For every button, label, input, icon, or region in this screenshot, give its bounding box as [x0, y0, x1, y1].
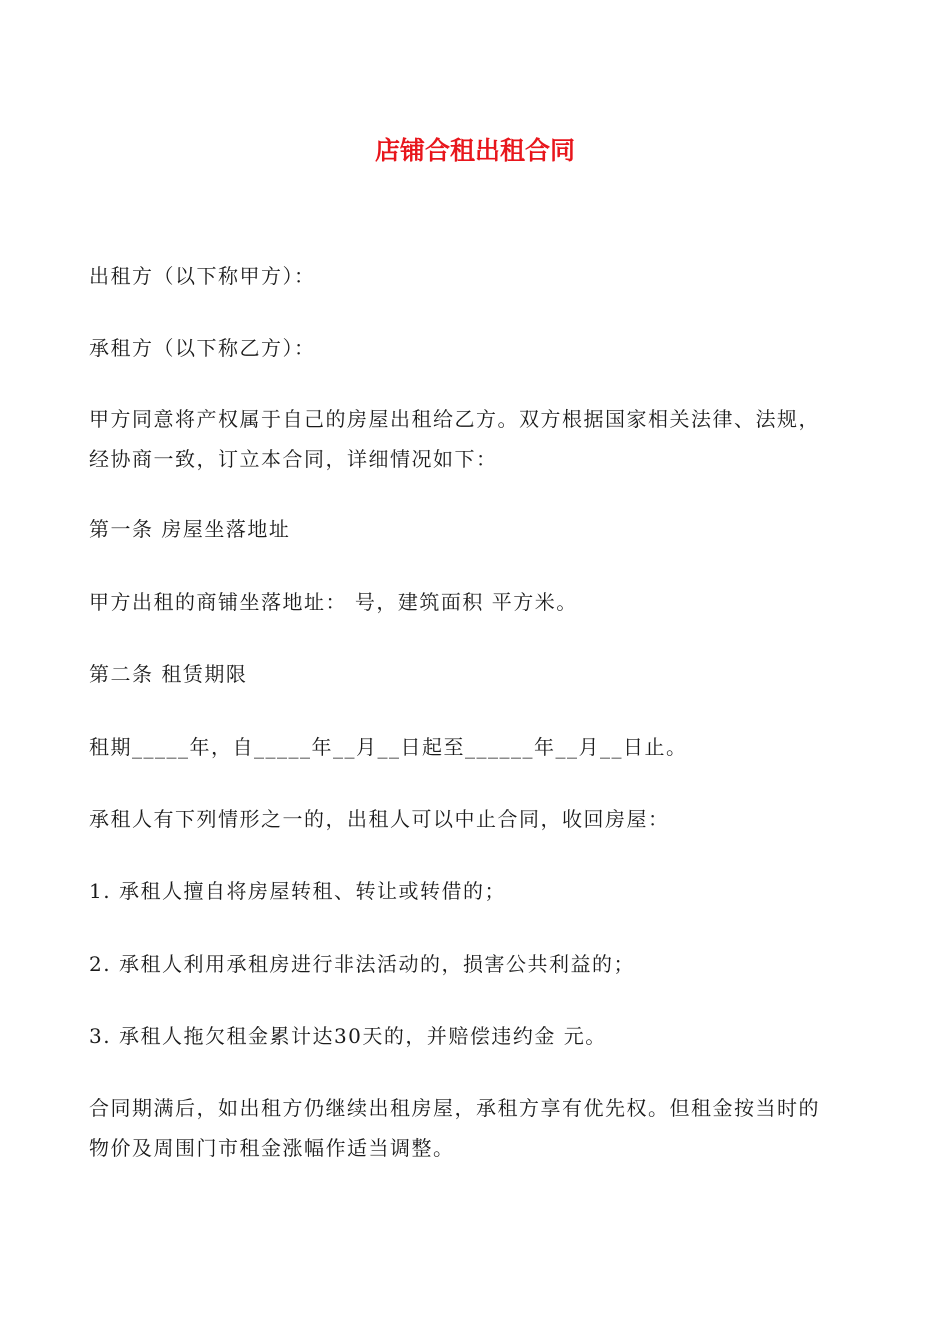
article1-heading-text: 第一条 房屋坐落地址 [89, 517, 291, 541]
lessee-line [89, 328, 869, 368]
intro-paragraph [89, 399, 869, 479]
list-item [89, 1016, 869, 1056]
document-title: 店铺合租出租合同 [374, 136, 575, 165]
intro-line-2: 经协商一致，订立本合同，详细情况如下： [89, 447, 498, 471]
renewal-line-2: 物价及周围门市租金涨幅作适当调整。 [89, 1136, 455, 1160]
list-item-2-text: 2. 承租人利用承租房进行非法活动的，损害公共利益的； [89, 952, 635, 976]
termination-intro-text: 承租人有下列情形之一的，出租人可以中止合同，收回房屋： [89, 807, 670, 831]
article1-body [89, 582, 869, 622]
article1-heading [89, 509, 869, 549]
list-item-3-text: 3. 承租人拖欠租金累计达30天的，并赔偿违约金 元。 [89, 1024, 607, 1048]
lessee-text: 承租方（以下称乙方）： [89, 336, 316, 360]
lease-term-text: 租期_____年，自_____年__月__日起至______年__月__日止。 [89, 735, 688, 759]
lessor-line [89, 256, 869, 296]
intro-line-1: 甲方同意将产权属于自己的房屋出租给乙方。双方根据国家相关法律、法规， [89, 407, 820, 431]
list-item [89, 944, 869, 984]
list-item [89, 871, 869, 911]
list-item-1-text: 1. 承租人擅自将房屋转租、转让或转借的； [89, 879, 506, 903]
termination-intro [89, 799, 869, 839]
article1-body-text: 甲方出租的商铺坐落地址： 号，建筑面积 平方米。 [89, 590, 578, 614]
renewal-line-1: 合同期满后，如出租方仍继续出租房屋，承租方享有优先权。但租金按当时的 [89, 1096, 820, 1120]
lease-term-line [89, 727, 869, 767]
article2-heading [89, 654, 869, 694]
renewal-paragraph [89, 1088, 869, 1168]
lessor-text: 出租方（以下称甲方）： [89, 264, 316, 288]
article2-heading-text: 第二条 租赁期限 [89, 662, 248, 686]
